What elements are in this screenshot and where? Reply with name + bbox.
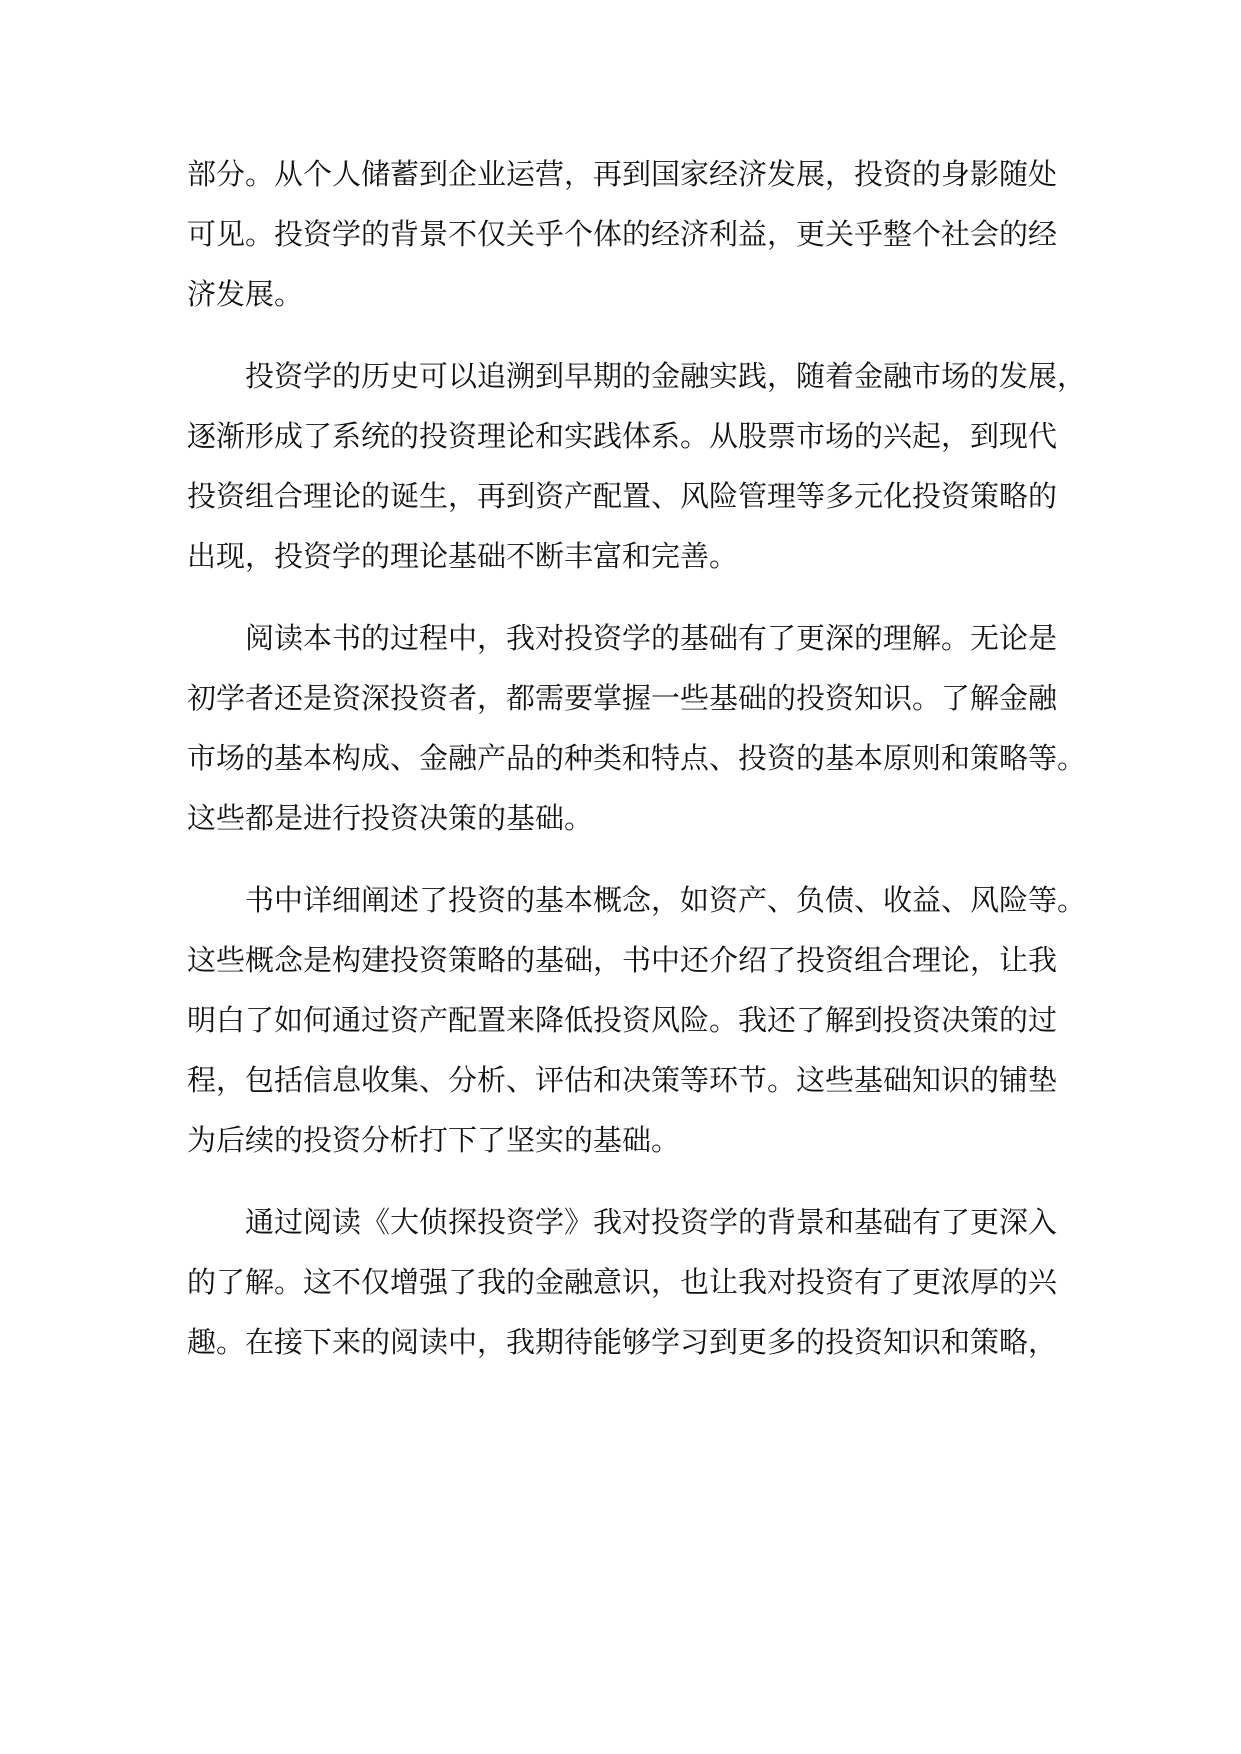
paragraph-gap	[187, 586, 1057, 608]
text-line: 出现，投资学的理论基础不断丰富和完善。	[187, 539, 739, 573]
paragraph-5	[187, 1192, 1057, 1372]
paragraph-2	[187, 346, 1087, 586]
text-line: 逐渐形成了系统的投资理论和实践体系。从股票市场的兴起，到现代	[187, 419, 1058, 453]
paragraph-gap	[187, 324, 1057, 346]
text-line: 阅读本书的过程中，我对投资学的基础有了更深的理解。无论是	[245, 621, 1058, 655]
text-line: 市场的基本构成、金融产品的种类和特点、投资的基本原则和策略等。	[187, 741, 1087, 775]
text-line: 通过阅读《大侦探投资学》我对投资学的背景和基础有了更深入	[245, 1205, 1058, 1239]
text-line: 程，包括信息收集、分析、评估和决策等环节。这些基础知识的铺垫	[187, 1063, 1058, 1097]
paragraph-4	[187, 870, 1087, 1170]
text-line: 部分。从个人储蓄到企业运营，再到国家经济发展，投资的身影随处	[187, 157, 1058, 191]
text-line: 可见。投资学的背景不仅关乎个体的经济利益，更关乎整个社会的经	[187, 217, 1058, 251]
text-line: 这些都是进行投资决策的基础。	[187, 801, 594, 835]
paragraph-gap	[187, 848, 1057, 870]
text-line: 投资学的历史可以追溯到早期的金融实践，随着金融市场的发展，	[245, 359, 1087, 393]
text-line: 为后续的投资分析打下了坚实的基础。	[187, 1123, 681, 1157]
paragraph-3	[187, 608, 1087, 848]
text-line: 初学者还是资深投资者，都需要掌握一些基础的投资知识。了解金融	[187, 681, 1058, 715]
text-line: 明白了如何通过资产配置来降低投资风险。我还了解到投资决策的过	[187, 1003, 1058, 1037]
text-line: 投资组合理论的诞生，再到资产配置、风险管理等多元化投资策略的	[187, 479, 1058, 513]
text-line: 济发展。	[187, 277, 304, 311]
paragraph-1	[187, 144, 1057, 324]
text-line: 书中详细阐述了投资的基本概念，如资产、负债、收益、风险等。	[245, 883, 1087, 917]
body-text	[187, 144, 1087, 1372]
text-line: 这些概念是构建投资策略的基础，书中还介绍了投资组合理论，让我	[187, 943, 1058, 977]
paragraph-gap	[187, 1170, 1057, 1192]
text-line: 的了解。这不仅增强了我的金融意识，也让我对投资有了更浓厚的兴	[187, 1265, 1058, 1299]
text-line: 趣。在接下来的阅读中，我期待能够学习到更多的投资知识和策略，	[187, 1325, 1058, 1359]
